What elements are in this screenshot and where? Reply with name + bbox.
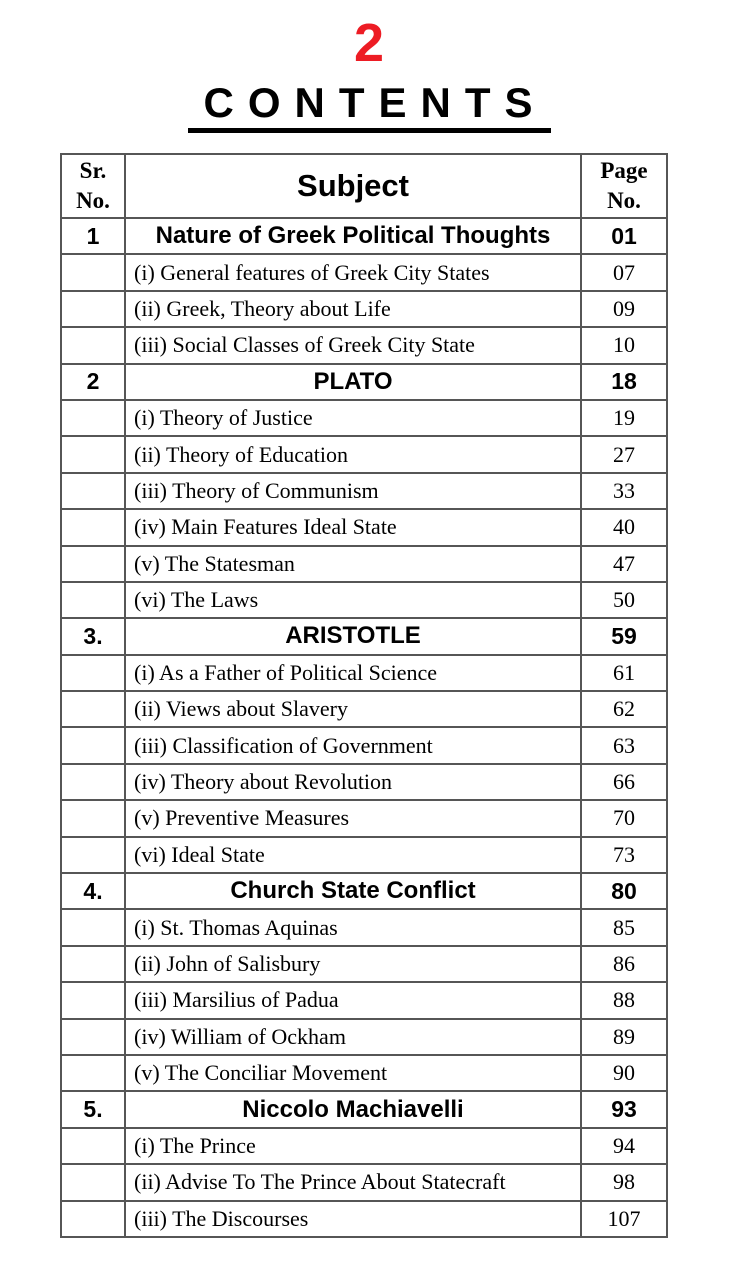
page-cell: 70 bbox=[581, 800, 667, 836]
table-header-row bbox=[61, 154, 667, 218]
subject-cell: (iii) Theory of Communism bbox=[125, 473, 581, 509]
page-cell: 59 bbox=[581, 618, 667, 654]
sr-cell bbox=[61, 1164, 125, 1200]
subject-cell: (iii) Marsilius of Padua bbox=[125, 982, 581, 1018]
subject-cell: (iii) Classification of Government bbox=[125, 727, 581, 763]
subject-cell: (i) As a Father of Political Science bbox=[125, 655, 581, 691]
sr-cell bbox=[61, 1201, 125, 1237]
page-cell: 107 bbox=[581, 1201, 667, 1237]
table-row bbox=[61, 473, 667, 509]
table-row bbox=[61, 1128, 667, 1164]
sr-cell bbox=[61, 837, 125, 873]
subject-cell: (iv) Main Features Ideal State bbox=[125, 509, 581, 545]
subject-cell: (v) Preventive Measures bbox=[125, 800, 581, 836]
sr-cell bbox=[61, 1128, 125, 1164]
page-cell: 63 bbox=[581, 727, 667, 763]
table-row bbox=[61, 509, 667, 545]
table-row bbox=[61, 1201, 667, 1237]
contents-table-body bbox=[61, 218, 667, 1237]
page-cell: 86 bbox=[581, 946, 667, 982]
header-sr-line1: Sr. bbox=[79, 158, 107, 184]
table-row bbox=[61, 364, 667, 400]
page-cell: 98 bbox=[581, 1164, 667, 1200]
table-row bbox=[61, 946, 667, 982]
page-cell: 73 bbox=[581, 837, 667, 873]
sr-cell bbox=[61, 509, 125, 545]
table-row bbox=[61, 1091, 667, 1127]
table-row bbox=[61, 1019, 667, 1055]
table-row bbox=[61, 254, 667, 290]
subject-cell: (i) Theory of Justice bbox=[125, 400, 581, 436]
sr-cell bbox=[61, 946, 125, 982]
table-row bbox=[61, 546, 667, 582]
page-cell: 40 bbox=[581, 509, 667, 545]
table-row bbox=[61, 618, 667, 654]
table-row bbox=[61, 400, 667, 436]
subject-cell: PLATO bbox=[125, 364, 581, 400]
subject-cell: Niccolo Machiavelli bbox=[125, 1091, 581, 1127]
page-cell: 80 bbox=[581, 873, 667, 909]
page-cell: 61 bbox=[581, 655, 667, 691]
subject-cell: (iii) Social Classes of Greek City State bbox=[125, 327, 581, 363]
sr-cell bbox=[61, 546, 125, 582]
subject-cell: (iv) Theory about Revolution bbox=[125, 764, 581, 800]
subject-cell: (ii) Views about Slavery bbox=[125, 691, 581, 727]
subject-cell: (v) The Conciliar Movement bbox=[125, 1055, 581, 1091]
sr-cell bbox=[61, 291, 125, 327]
sr-cell bbox=[61, 582, 125, 618]
page-cell: 93 bbox=[581, 1091, 667, 1127]
sr-cell: 3. bbox=[61, 618, 125, 654]
page-cell: 07 bbox=[581, 254, 667, 290]
sr-cell bbox=[61, 764, 125, 800]
sr-cell bbox=[61, 1055, 125, 1091]
table-row bbox=[61, 327, 667, 363]
subject-cell: ARISTOTLE bbox=[125, 618, 581, 654]
sr-cell bbox=[61, 982, 125, 1018]
contents-table bbox=[60, 153, 668, 1238]
page-title: CONTENTS bbox=[188, 80, 551, 133]
subject-cell: (v) The Statesman bbox=[125, 546, 581, 582]
sr-cell bbox=[61, 473, 125, 509]
header-page-line1: Page bbox=[600, 158, 648, 184]
sr-cell bbox=[61, 1019, 125, 1055]
sr-cell bbox=[61, 400, 125, 436]
page-cell: 27 bbox=[581, 436, 667, 472]
page-cell: 90 bbox=[581, 1055, 667, 1091]
subject-cell: (i) St. Thomas Aquinas bbox=[125, 909, 581, 945]
sr-cell bbox=[61, 655, 125, 691]
subject-cell: (vi) Ideal State bbox=[125, 837, 581, 873]
page-cell: 66 bbox=[581, 764, 667, 800]
table-row bbox=[61, 218, 667, 254]
sr-cell: 4. bbox=[61, 873, 125, 909]
sr-cell bbox=[61, 691, 125, 727]
table-row bbox=[61, 691, 667, 727]
table-row bbox=[61, 727, 667, 763]
header-sr-line2: No. bbox=[76, 188, 110, 213]
sr-cell bbox=[61, 800, 125, 836]
table-row bbox=[61, 873, 667, 909]
page-cell: 33 bbox=[581, 473, 667, 509]
sr-cell bbox=[61, 436, 125, 472]
sr-cell bbox=[61, 727, 125, 763]
table-row bbox=[61, 655, 667, 691]
table-row bbox=[61, 909, 667, 945]
header-subject: Subject bbox=[125, 154, 581, 218]
page-corner-number: 2 bbox=[353, 13, 385, 73]
sr-cell bbox=[61, 254, 125, 290]
subject-cell: (iv) William of Ockham bbox=[125, 1019, 581, 1055]
subject-cell: (i) The Prince bbox=[125, 1128, 581, 1164]
table-row bbox=[61, 1164, 667, 1200]
table-row bbox=[61, 837, 667, 873]
page-cell: 19 bbox=[581, 400, 667, 436]
page-cell: 10 bbox=[581, 327, 667, 363]
subject-cell: Nature of Greek Political Thoughts bbox=[125, 218, 581, 254]
subject-cell: (ii) Greek, Theory about Life bbox=[125, 291, 581, 327]
subject-cell: (i) General features of Greek City States bbox=[125, 254, 581, 290]
subject-cell: (ii) Advise To The Prince About Statecraft bbox=[125, 1164, 581, 1200]
page-cell: 89 bbox=[581, 1019, 667, 1055]
page-cell: 01 bbox=[581, 218, 667, 254]
header-sr-no bbox=[61, 154, 125, 218]
page-cell: 94 bbox=[581, 1128, 667, 1164]
page-cell: 18 bbox=[581, 364, 667, 400]
header-page-no bbox=[581, 154, 667, 218]
page-cell: 50 bbox=[581, 582, 667, 618]
table-row bbox=[61, 436, 667, 472]
sr-cell: 1 bbox=[61, 218, 125, 254]
sr-cell: 2 bbox=[61, 364, 125, 400]
subject-cell: (iii) The Discourses bbox=[125, 1201, 581, 1237]
page-cell: 09 bbox=[581, 291, 667, 327]
title-wrap bbox=[0, 80, 738, 144]
subject-cell: (ii) Theory of Education bbox=[125, 436, 581, 472]
table-row bbox=[61, 291, 667, 327]
header-page-line2: No. bbox=[607, 188, 641, 213]
sr-cell: 5. bbox=[61, 1091, 125, 1127]
table-row bbox=[61, 1055, 667, 1091]
subject-cell: (vi) The Laws bbox=[125, 582, 581, 618]
table-row bbox=[61, 982, 667, 1018]
page-cell: 62 bbox=[581, 691, 667, 727]
sr-cell bbox=[61, 909, 125, 945]
table-row bbox=[61, 800, 667, 836]
subject-cell: Church State Conflict bbox=[125, 873, 581, 909]
subject-cell: (ii) John of Salisbury bbox=[125, 946, 581, 982]
sr-cell bbox=[61, 327, 125, 363]
table-row bbox=[61, 764, 667, 800]
page-cell: 47 bbox=[581, 546, 667, 582]
page-cell: 88 bbox=[581, 982, 667, 1018]
table-row bbox=[61, 582, 667, 618]
page-cell: 85 bbox=[581, 909, 667, 945]
